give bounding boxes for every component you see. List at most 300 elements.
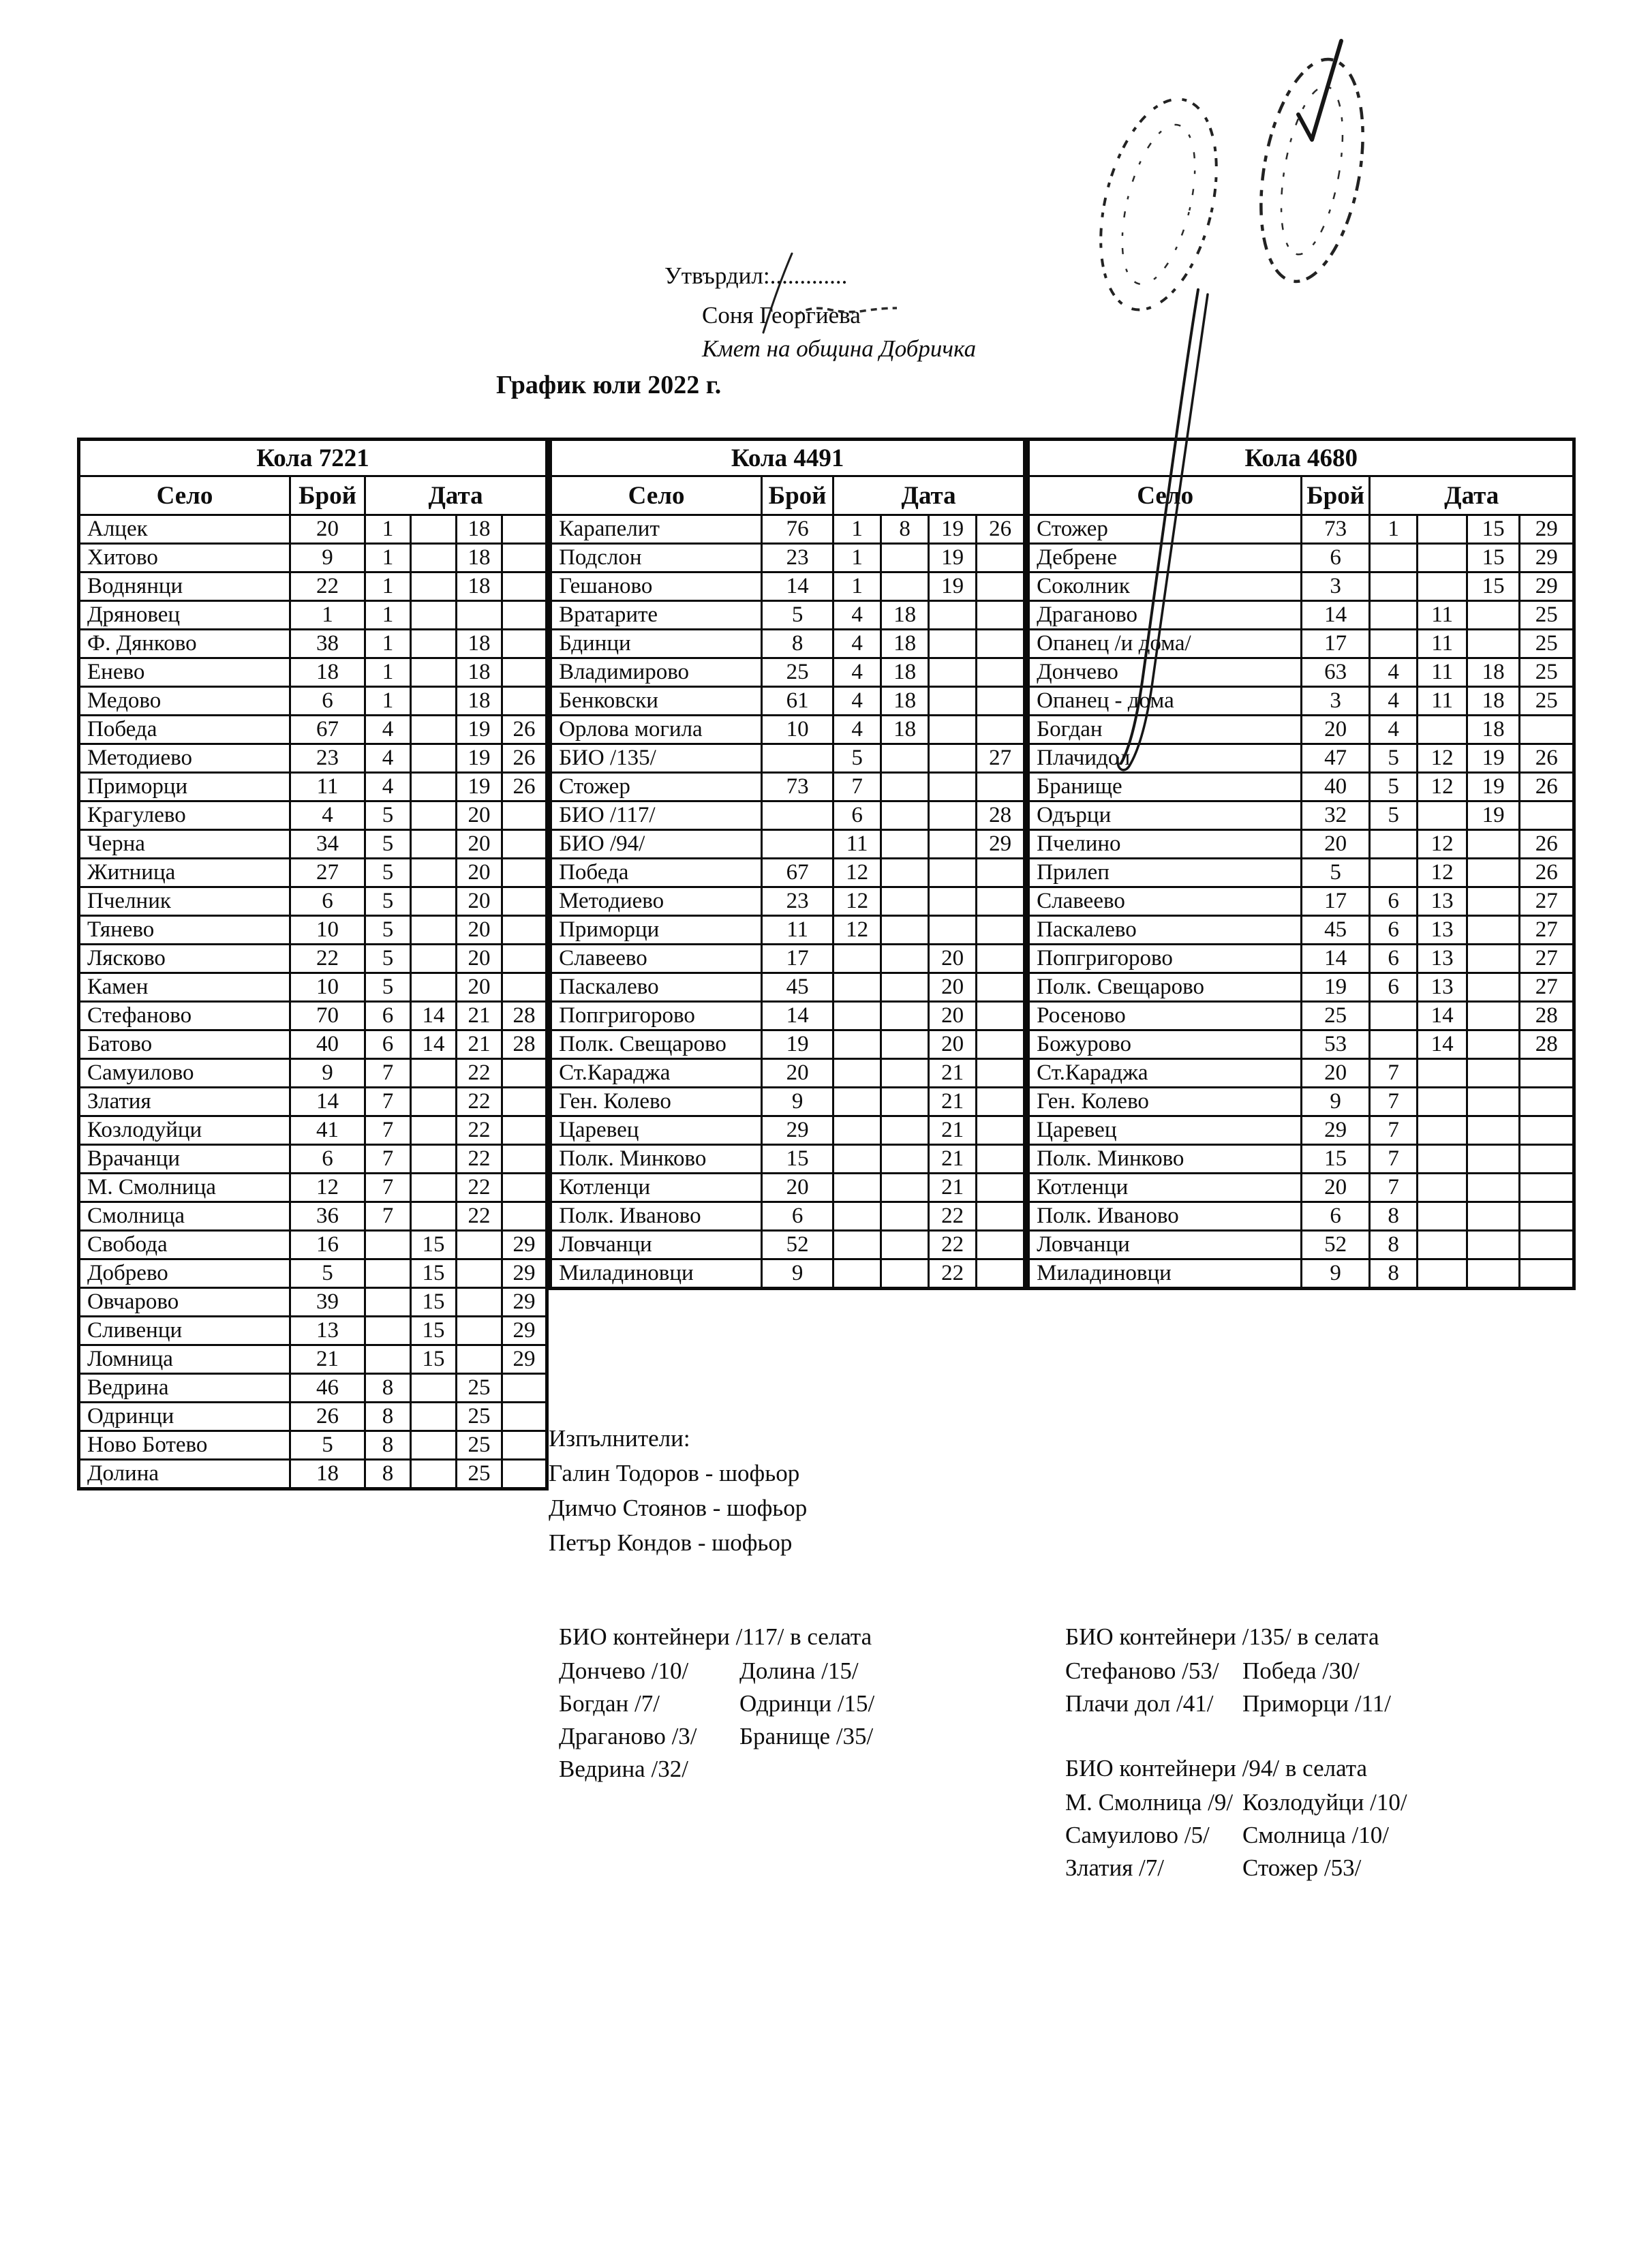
date-cell: 12: [833, 887, 881, 916]
date-cell: [457, 1259, 502, 1288]
count-cell: 23: [290, 744, 365, 773]
date-cell: 12: [1418, 773, 1467, 801]
date-cell: 19: [457, 744, 502, 773]
table-row: [551, 544, 1025, 572]
count-cell: 67: [290, 716, 365, 744]
count-cell: 63: [1302, 658, 1370, 687]
date-cell: [977, 859, 1025, 887]
table-row: [79, 973, 547, 1002]
date-cell: 18: [881, 687, 929, 716]
date-cell: [929, 830, 977, 859]
date-cell: 20: [457, 973, 502, 1002]
date-cell: 5: [1370, 744, 1418, 773]
date-cell: [881, 1030, 929, 1059]
date-cell: [1467, 1202, 1520, 1231]
village-cell: Полк. Минково: [551, 1145, 762, 1174]
date-cell: 25: [457, 1403, 502, 1431]
date-cell: [502, 830, 547, 859]
table-row: [551, 1059, 1025, 1088]
date-cell: [502, 887, 547, 916]
date-cell: 18: [881, 601, 929, 630]
count-cell: 13: [290, 1317, 365, 1345]
date-cell: [977, 1059, 1025, 1088]
table-row: [79, 1460, 547, 1489]
date-cell: [833, 1174, 881, 1202]
village-cell: Ломница: [79, 1345, 290, 1374]
date-cell: [502, 1403, 547, 1431]
col-village: Село: [551, 476, 762, 515]
village-cell: Дебрене: [1028, 544, 1302, 572]
date-cell: [929, 773, 977, 801]
date-cell: [977, 1030, 1025, 1059]
date-cell: 29: [502, 1231, 547, 1259]
count-cell: 21: [290, 1345, 365, 1374]
village-cell: Ст.Караджа: [1028, 1059, 1302, 1088]
schedule-tables: [77, 438, 1576, 1491]
count-cell: 5: [290, 1431, 365, 1460]
note-item: Стожер /53/: [1242, 1854, 1362, 1881]
date-cell: [881, 544, 929, 572]
date-cell: 29: [502, 1317, 547, 1345]
date-cell: 4: [833, 601, 881, 630]
col-count: Брой: [290, 476, 365, 515]
table-row: [79, 801, 547, 830]
table-row: [1028, 1059, 1574, 1088]
col-date: Дата: [833, 476, 1025, 515]
count-cell: 22: [290, 572, 365, 601]
date-cell: 4: [365, 716, 411, 744]
date-cell: [881, 1174, 929, 1202]
date-cell: [411, 601, 457, 630]
date-cell: [881, 744, 929, 773]
date-cell: [1520, 716, 1574, 744]
village-cell: Бенковски: [551, 687, 762, 716]
date-cell: 6: [365, 1002, 411, 1030]
date-cell: 6: [1370, 945, 1418, 973]
count-cell: 14: [1302, 945, 1370, 973]
date-cell: [411, 973, 457, 1002]
date-cell: [502, 859, 547, 887]
count-cell: 70: [290, 1002, 365, 1030]
count-cell: 9: [762, 1088, 833, 1116]
table-row: [551, 1116, 1025, 1145]
table-row: [79, 916, 547, 945]
table-row: [551, 687, 1025, 716]
date-cell: [502, 1460, 547, 1489]
note-item: Стефаново /53/: [1065, 1657, 1219, 1684]
village-cell: Полк. Свещарово: [551, 1030, 762, 1059]
date-cell: [833, 1202, 881, 1231]
table-row: [551, 1231, 1025, 1259]
village-cell: Житница: [79, 859, 290, 887]
date-cell: [365, 1345, 411, 1374]
date-cell: [411, 830, 457, 859]
village-cell: Добрево: [79, 1259, 290, 1288]
date-cell: 22: [929, 1231, 977, 1259]
table-row: [1028, 945, 1574, 973]
date-cell: 19: [929, 572, 977, 601]
count-cell: 6: [290, 687, 365, 716]
date-cell: [1467, 1088, 1520, 1116]
date-cell: [977, 1002, 1025, 1030]
village-cell: Полк. Минково: [1028, 1145, 1302, 1174]
date-cell: [1467, 1030, 1520, 1059]
village-cell: Дряновец: [79, 601, 290, 630]
date-cell: [929, 658, 977, 687]
date-cell: [1370, 859, 1418, 887]
village-cell: Попгригорово: [1028, 945, 1302, 973]
date-cell: 15: [411, 1288, 457, 1317]
table-row: [79, 1259, 547, 1288]
date-cell: [411, 1431, 457, 1460]
date-cell: [502, 1431, 547, 1460]
date-cell: [977, 945, 1025, 973]
date-cell: 28: [1520, 1002, 1574, 1030]
village-cell: Стожер: [551, 773, 762, 801]
table-row: [79, 1059, 547, 1088]
date-cell: [881, 1116, 929, 1145]
date-cell: 26: [502, 716, 547, 744]
table-row: [551, 1002, 1025, 1030]
table-row: [1028, 801, 1574, 830]
date-cell: [1370, 830, 1418, 859]
count-cell: 76: [762, 515, 833, 544]
table-row: [1028, 630, 1574, 658]
date-cell: 19: [1467, 801, 1520, 830]
date-cell: 11: [1418, 658, 1467, 687]
table-row: [1028, 1231, 1574, 1259]
date-cell: [1467, 916, 1520, 945]
date-cell: 18: [1467, 658, 1520, 687]
date-cell: 7: [1370, 1174, 1418, 1202]
date-cell: [881, 1088, 929, 1116]
count-cell: 12: [290, 1174, 365, 1202]
table-row: [1028, 859, 1574, 887]
table-row: [79, 744, 547, 773]
table-row: [79, 572, 547, 601]
table-row: [79, 1030, 547, 1059]
date-cell: [411, 1174, 457, 1202]
date-cell: 20: [929, 1002, 977, 1030]
date-cell: [881, 1202, 929, 1231]
table-row: [1028, 830, 1574, 859]
date-cell: [977, 630, 1025, 658]
table-row: [79, 1088, 547, 1116]
date-cell: 20: [457, 801, 502, 830]
date-cell: [502, 973, 547, 1002]
date-cell: 4: [833, 716, 881, 744]
date-cell: [411, 1374, 457, 1403]
date-cell: [881, 859, 929, 887]
date-cell: [411, 1403, 457, 1431]
village-cell: Ловчанци: [551, 1231, 762, 1259]
count-cell: 10: [762, 716, 833, 744]
date-cell: 6: [833, 801, 881, 830]
date-cell: 11: [1418, 687, 1467, 716]
date-cell: [502, 687, 547, 716]
note-item: Плачи дол /41/: [1065, 1690, 1214, 1717]
note-heading: БИО контейнери /135/ в селата: [1065, 1623, 1379, 1650]
bio-containers-94-note: [1065, 1755, 1488, 1887]
date-cell: 20: [457, 945, 502, 973]
note-item: Приморци /11/: [1242, 1690, 1392, 1717]
date-cell: [833, 1002, 881, 1030]
count-cell: 19: [762, 1030, 833, 1059]
date-cell: 5: [365, 830, 411, 859]
date-cell: [1520, 801, 1574, 830]
date-cell: [881, 801, 929, 830]
date-cell: 22: [457, 1145, 502, 1174]
date-cell: 18: [881, 716, 929, 744]
date-cell: [502, 515, 547, 544]
date-cell: 28: [1520, 1030, 1574, 1059]
count-cell: 45: [762, 973, 833, 1002]
date-cell: 15: [411, 1317, 457, 1345]
date-cell: 21: [929, 1088, 977, 1116]
village-cell: Котленци: [1028, 1174, 1302, 1202]
date-cell: 15: [411, 1345, 457, 1374]
date-cell: 18: [457, 658, 502, 687]
date-cell: [502, 1116, 547, 1145]
date-cell: 7: [833, 773, 881, 801]
village-cell: Славеево: [1028, 887, 1302, 916]
count-cell: 9: [290, 1059, 365, 1088]
note-item: Одринци /15/: [739, 1690, 875, 1717]
date-cell: [457, 601, 502, 630]
table-row: [79, 830, 547, 859]
date-cell: [411, 1460, 457, 1489]
date-cell: 25: [457, 1460, 502, 1489]
date-cell: 12: [1418, 830, 1467, 859]
date-cell: 13: [1418, 973, 1467, 1002]
date-cell: 29: [1520, 572, 1574, 601]
executor-item: Димчо Стоянов - шофьор: [549, 1495, 808, 1521]
village-cell: Соколник: [1028, 572, 1302, 601]
date-cell: [411, 544, 457, 572]
date-cell: [502, 601, 547, 630]
date-cell: 6: [1370, 887, 1418, 916]
date-cell: [881, 572, 929, 601]
village-cell: Медово: [79, 687, 290, 716]
date-cell: [411, 1116, 457, 1145]
date-cell: [1418, 1145, 1467, 1174]
village-cell: Драганово: [1028, 601, 1302, 630]
village-cell: Златия: [79, 1088, 290, 1116]
section-title-row: [79, 440, 547, 476]
date-cell: [977, 973, 1025, 1002]
count-cell: 52: [762, 1231, 833, 1259]
village-cell: Ново Ботево: [79, 1431, 290, 1460]
note-item: Златия /7/: [1065, 1854, 1164, 1881]
date-cell: 22: [457, 1174, 502, 1202]
date-cell: 19: [929, 544, 977, 572]
table-row: [79, 1116, 547, 1145]
date-cell: 4: [1370, 716, 1418, 744]
date-cell: 4: [365, 773, 411, 801]
date-cell: 1: [365, 630, 411, 658]
date-cell: [1467, 1145, 1520, 1174]
village-cell: БИО /117/: [551, 801, 762, 830]
date-cell: 22: [457, 1059, 502, 1088]
village-cell: Черна: [79, 830, 290, 859]
date-cell: [411, 515, 457, 544]
count-cell: 11: [290, 773, 365, 801]
date-cell: [881, 830, 929, 859]
date-cell: 4: [1370, 658, 1418, 687]
date-cell: 27: [1520, 945, 1574, 973]
date-cell: 21: [929, 1059, 977, 1088]
date-cell: [833, 1088, 881, 1116]
table-row: [1028, 1202, 1574, 1231]
village-cell: Ф. Дянково: [79, 630, 290, 658]
date-cell: [502, 1202, 547, 1231]
village-cell: Ведрина: [79, 1374, 290, 1403]
date-cell: 18: [881, 630, 929, 658]
date-cell: [1467, 1259, 1520, 1289]
count-cell: 23: [762, 544, 833, 572]
count-cell: 9: [762, 1259, 833, 1289]
table-row: [551, 1202, 1025, 1231]
date-cell: 29: [977, 830, 1025, 859]
count-cell: 6: [290, 887, 365, 916]
date-cell: 7: [1370, 1116, 1418, 1145]
count-cell: 38: [290, 630, 365, 658]
count-cell: 14: [762, 572, 833, 601]
village-cell: Долина: [79, 1460, 290, 1489]
count-cell: 18: [290, 1460, 365, 1489]
date-cell: [1467, 1174, 1520, 1202]
date-cell: 28: [502, 1002, 547, 1030]
date-cell: 27: [1520, 887, 1574, 916]
date-cell: 1: [833, 572, 881, 601]
date-cell: [411, 658, 457, 687]
date-cell: [1418, 716, 1467, 744]
village-cell: Методиево: [551, 887, 762, 916]
date-cell: [502, 1174, 547, 1202]
table-row: [1028, 773, 1574, 801]
date-cell: 7: [365, 1202, 411, 1231]
date-cell: 19: [1467, 744, 1520, 773]
date-cell: 5: [365, 859, 411, 887]
table-row: [1028, 744, 1574, 773]
village-cell: Крагулево: [79, 801, 290, 830]
col-village: Село: [1028, 476, 1302, 515]
date-cell: [502, 658, 547, 687]
date-cell: [502, 572, 547, 601]
table-row: [1028, 1002, 1574, 1030]
village-cell: Опанец - дома: [1028, 687, 1302, 716]
count-cell: 52: [1302, 1231, 1370, 1259]
col-count: Брой: [1302, 476, 1370, 515]
village-cell: Пчелник: [79, 887, 290, 916]
date-cell: [1520, 1088, 1574, 1116]
date-cell: 7: [365, 1088, 411, 1116]
date-cell: 7: [1370, 1088, 1418, 1116]
table-row: [551, 773, 1025, 801]
table-row: [551, 1030, 1025, 1059]
col-count: Брой: [762, 476, 833, 515]
date-cell: [881, 1231, 929, 1259]
date-cell: 12: [1418, 859, 1467, 887]
table-row: [551, 515, 1025, 544]
count-cell: 15: [762, 1145, 833, 1174]
date-cell: 26: [1520, 744, 1574, 773]
village-cell: Лясково: [79, 945, 290, 973]
date-cell: 15: [411, 1231, 457, 1259]
date-cell: 15: [411, 1259, 457, 1288]
table-row: [1028, 1116, 1574, 1145]
table-row: [79, 1202, 547, 1231]
note-item: Бранище /35/: [739, 1723, 874, 1749]
table-car-4680: [1026, 438, 1576, 1290]
date-cell: [502, 916, 547, 945]
date-cell: [977, 1088, 1025, 1116]
date-cell: [1370, 630, 1418, 658]
date-cell: [977, 601, 1025, 630]
count-cell: 20: [1302, 1059, 1370, 1088]
village-cell: Свобода: [79, 1231, 290, 1259]
count-cell: 41: [290, 1116, 365, 1145]
date-cell: 21: [929, 1145, 977, 1174]
village-cell: Бранище: [1028, 773, 1302, 801]
date-cell: [1467, 630, 1520, 658]
date-cell: 26: [1520, 830, 1574, 859]
date-cell: 15: [1467, 544, 1520, 572]
village-cell: Славеево: [551, 945, 762, 973]
note-item: Дончево /10/: [559, 1657, 689, 1684]
village-cell: Алцек: [79, 515, 290, 544]
date-cell: 11: [1418, 630, 1467, 658]
date-cell: 25: [1520, 630, 1574, 658]
count-cell: 9: [290, 544, 365, 572]
date-cell: [411, 1059, 457, 1088]
date-cell: [977, 544, 1025, 572]
date-cell: 5: [1370, 801, 1418, 830]
date-cell: 25: [1520, 658, 1574, 687]
table-row: [79, 1317, 547, 1345]
date-cell: [977, 687, 1025, 716]
date-cell: 11: [833, 830, 881, 859]
date-cell: [502, 1145, 547, 1174]
date-cell: 6: [1370, 973, 1418, 1002]
village-cell: Ловчанци: [1028, 1231, 1302, 1259]
date-cell: [881, 1002, 929, 1030]
date-cell: 19: [457, 773, 502, 801]
village-cell: Приморци: [551, 916, 762, 945]
date-cell: [977, 1145, 1025, 1174]
count-cell: 22: [290, 945, 365, 973]
date-cell: 7: [365, 1174, 411, 1202]
table-row: [551, 945, 1025, 973]
village-cell: Методиево: [79, 744, 290, 773]
table-row: [79, 515, 547, 544]
table-row: [551, 801, 1025, 830]
date-cell: [411, 572, 457, 601]
date-cell: [929, 687, 977, 716]
date-cell: [977, 716, 1025, 744]
date-cell: [411, 887, 457, 916]
table-row: [551, 716, 1025, 744]
table-row: [551, 572, 1025, 601]
note-item: Самуилово /5/: [1065, 1822, 1210, 1848]
village-cell: Стефаново: [79, 1002, 290, 1030]
date-cell: [1467, 973, 1520, 1002]
count-cell: 20: [1302, 716, 1370, 744]
date-cell: [881, 773, 929, 801]
village-cell: Хитово: [79, 544, 290, 572]
date-cell: 14: [411, 1030, 457, 1059]
date-cell: [1418, 544, 1467, 572]
